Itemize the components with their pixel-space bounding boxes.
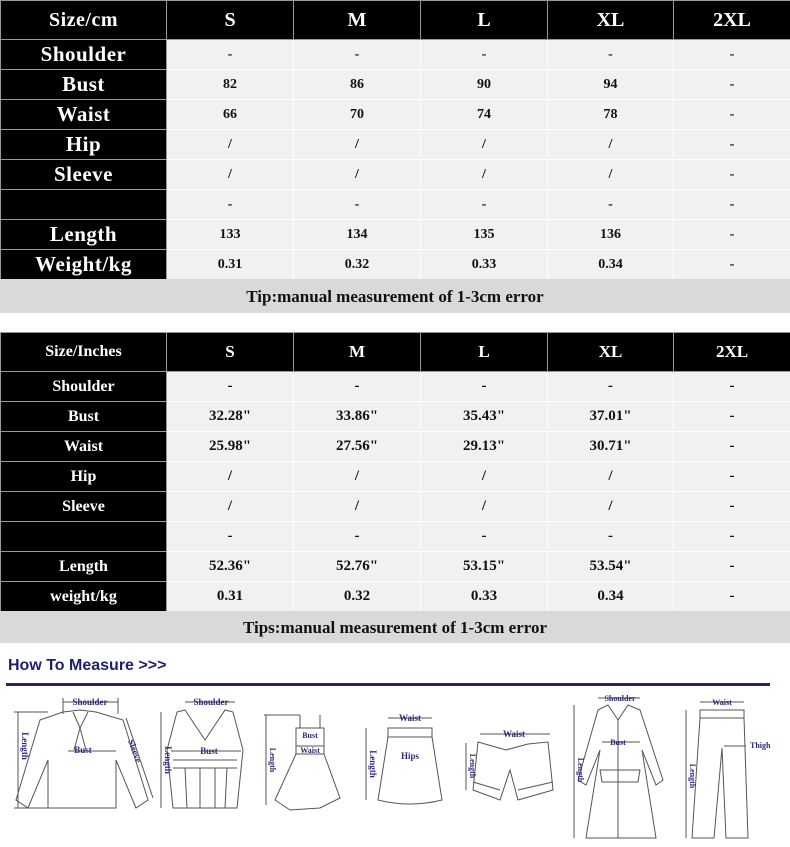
cell: - (548, 372, 674, 402)
table-row (1, 432, 790, 462)
cell: / (548, 462, 674, 492)
cell: 78 (548, 100, 674, 130)
table-row (1, 522, 790, 552)
cell: 94 (548, 70, 674, 100)
cell: - (421, 40, 548, 70)
header-size-2xl: 2XL (674, 1, 790, 40)
table-row (1, 220, 790, 250)
table-row (1, 582, 790, 612)
cell: - (674, 190, 790, 220)
cell: 0.33 (421, 250, 548, 280)
row-label: Sleeve (1, 160, 167, 190)
svg-text:Length: Length (688, 763, 697, 789)
size-table-cm (0, 0, 790, 280)
svg-text:Waist: Waist (398, 713, 422, 723)
svg-text:Length: Length (368, 750, 378, 778)
cell: 27.56" (294, 432, 421, 462)
cell: / (167, 492, 294, 522)
cell: / (167, 160, 294, 190)
cell: - (294, 522, 421, 552)
cell: 0.33 (421, 582, 548, 612)
table-row (1, 492, 790, 522)
cell: 32.28" (167, 402, 294, 432)
cell: - (167, 522, 294, 552)
header-size-s: S (167, 333, 294, 372)
svg-text:Waist: Waist (712, 698, 732, 707)
cell: - (674, 522, 790, 552)
cell: 134 (294, 220, 421, 250)
row-label: Sleeve (1, 492, 167, 522)
header-size-m: M (294, 1, 421, 40)
svg-text:Waist: Waist (300, 746, 320, 755)
cell: / (548, 160, 674, 190)
row-label: Hip (1, 130, 167, 160)
cell: 133 (167, 220, 294, 250)
row-label (1, 190, 167, 220)
table-row (1, 402, 790, 432)
header-size-l: L (421, 333, 548, 372)
size-table-inches (0, 332, 790, 612)
skirt-diagram-icon (356, 690, 446, 820)
cell: - (674, 40, 790, 70)
cell: 33.86" (294, 402, 421, 432)
svg-text:Length: Length (468, 753, 477, 779)
header-size-2xl: 2XL (674, 333, 790, 372)
svg-text:Hips: Hips (400, 751, 420, 761)
cell: 0.31 (167, 250, 294, 280)
cell: - (294, 40, 421, 70)
table-row (1, 130, 790, 160)
svg-text:Length: Length (20, 732, 30, 760)
row-label: Bust (1, 402, 167, 432)
table-row (1, 160, 790, 190)
cell: - (548, 40, 674, 70)
cell: - (674, 552, 790, 582)
cell: 82 (167, 70, 294, 100)
row-label (1, 522, 167, 552)
cell: - (167, 40, 294, 70)
cell: 35.43" (421, 402, 548, 432)
cell: 0.32 (294, 582, 421, 612)
table-row (1, 190, 790, 220)
cell: - (421, 372, 548, 402)
table-row (1, 70, 790, 100)
svg-text:Length: Length (576, 757, 585, 783)
cell: 52.76" (294, 552, 421, 582)
cell: - (674, 250, 790, 280)
svg-text:Sleeve: Sleeve (126, 737, 144, 764)
table-header-row (1, 1, 790, 40)
svg-text:Shoulder: Shoulder (604, 694, 636, 703)
cell: - (167, 372, 294, 402)
cell: - (674, 432, 790, 462)
header-size-s: S (167, 1, 294, 40)
cell: 30.71" (548, 432, 674, 462)
header-size-l: L (421, 1, 548, 40)
row-label: Bust (1, 70, 167, 100)
header-label: Size/cm (1, 1, 167, 40)
table-row (1, 40, 790, 70)
cell: - (548, 190, 674, 220)
header-size-xl: XL (548, 1, 674, 40)
cell: - (674, 582, 790, 612)
tip-banner-inches: Tips:manual measurement of 1-3cm error (0, 611, 790, 643)
tank-top-diagram-icon (155, 690, 255, 820)
svg-text:Bust: Bust (74, 745, 92, 755)
cell: - (674, 70, 790, 100)
cell: 136 (548, 220, 674, 250)
divider (6, 683, 770, 686)
row-label: Waist (1, 432, 167, 462)
cell: - (674, 402, 790, 432)
row-label: Shoulder (1, 372, 167, 402)
cell: 0.34 (548, 250, 674, 280)
row-label: Weight/kg (1, 250, 167, 280)
cell: 66 (167, 100, 294, 130)
how-to-measure-title: How To Measure >>> (8, 657, 167, 674)
tip-banner-cm: Tip:manual measurement of 1-3cm error (0, 279, 790, 313)
cell: 29.13" (421, 432, 548, 462)
table-header-row (1, 333, 790, 372)
svg-text:Bust: Bust (302, 731, 318, 740)
cell: - (674, 492, 790, 522)
cell: / (294, 492, 421, 522)
svg-text:Length: Length (268, 747, 277, 773)
row-label: Length (1, 552, 167, 582)
cell: - (421, 522, 548, 552)
shorts-diagram-icon (458, 690, 558, 820)
svg-text:Bust: Bust (200, 746, 218, 756)
row-label: Waist (1, 100, 167, 130)
cell: / (167, 130, 294, 160)
cell: - (674, 372, 790, 402)
blouse-diagram-icon (8, 690, 158, 820)
cell: 53.15" (421, 552, 548, 582)
cell: / (294, 160, 421, 190)
cell: 0.32 (294, 250, 421, 280)
coat-diagram-icon (568, 690, 668, 847)
svg-text:Shoulder: Shoulder (193, 697, 229, 707)
cell: / (421, 462, 548, 492)
row-label: Length (1, 220, 167, 250)
cell: 37.01" (548, 402, 674, 432)
cell: 0.31 (167, 582, 294, 612)
cell: 53.54" (548, 552, 674, 582)
pants-diagram-icon (680, 690, 790, 847)
row-label: Hip (1, 462, 167, 492)
cell: 25.98" (167, 432, 294, 462)
cell: - (294, 190, 421, 220)
svg-text:Waist: Waist (502, 729, 526, 739)
table-row (1, 462, 790, 492)
dress-diagram-icon (260, 690, 350, 820)
cell: 86 (294, 70, 421, 100)
cell: / (294, 130, 421, 160)
cell: / (421, 130, 548, 160)
svg-text:Shoulder: Shoulder (72, 697, 108, 707)
cell: 52.36" (167, 552, 294, 582)
table-row (1, 100, 790, 130)
header-label: Size/Inches (1, 333, 167, 372)
cell: - (294, 372, 421, 402)
row-label: Shoulder (1, 40, 167, 70)
svg-text:Bust: Bust (610, 738, 626, 747)
cell: 90 (421, 70, 548, 100)
cell: 74 (421, 100, 548, 130)
cell: - (167, 190, 294, 220)
cell: 0.34 (548, 582, 674, 612)
row-label: weight/kg (1, 582, 167, 612)
cell: - (674, 130, 790, 160)
cell: / (294, 462, 421, 492)
cell: / (421, 492, 548, 522)
cell: - (674, 100, 790, 130)
cell: 70 (294, 100, 421, 130)
cell: - (674, 160, 790, 190)
svg-text:Thigh: Thigh (750, 741, 771, 750)
cell: / (548, 130, 674, 160)
cell: / (548, 492, 674, 522)
cell: - (674, 462, 790, 492)
header-size-xl: XL (548, 333, 674, 372)
cell: - (674, 220, 790, 250)
cell: / (421, 160, 548, 190)
cell: - (548, 522, 674, 552)
header-size-m: M (294, 333, 421, 372)
table-row (1, 372, 790, 402)
cell: - (421, 190, 548, 220)
svg-text:Length: Length (163, 746, 173, 774)
table-row (1, 250, 790, 280)
table-row (1, 552, 790, 582)
cell: / (167, 462, 294, 492)
cell: 135 (421, 220, 548, 250)
